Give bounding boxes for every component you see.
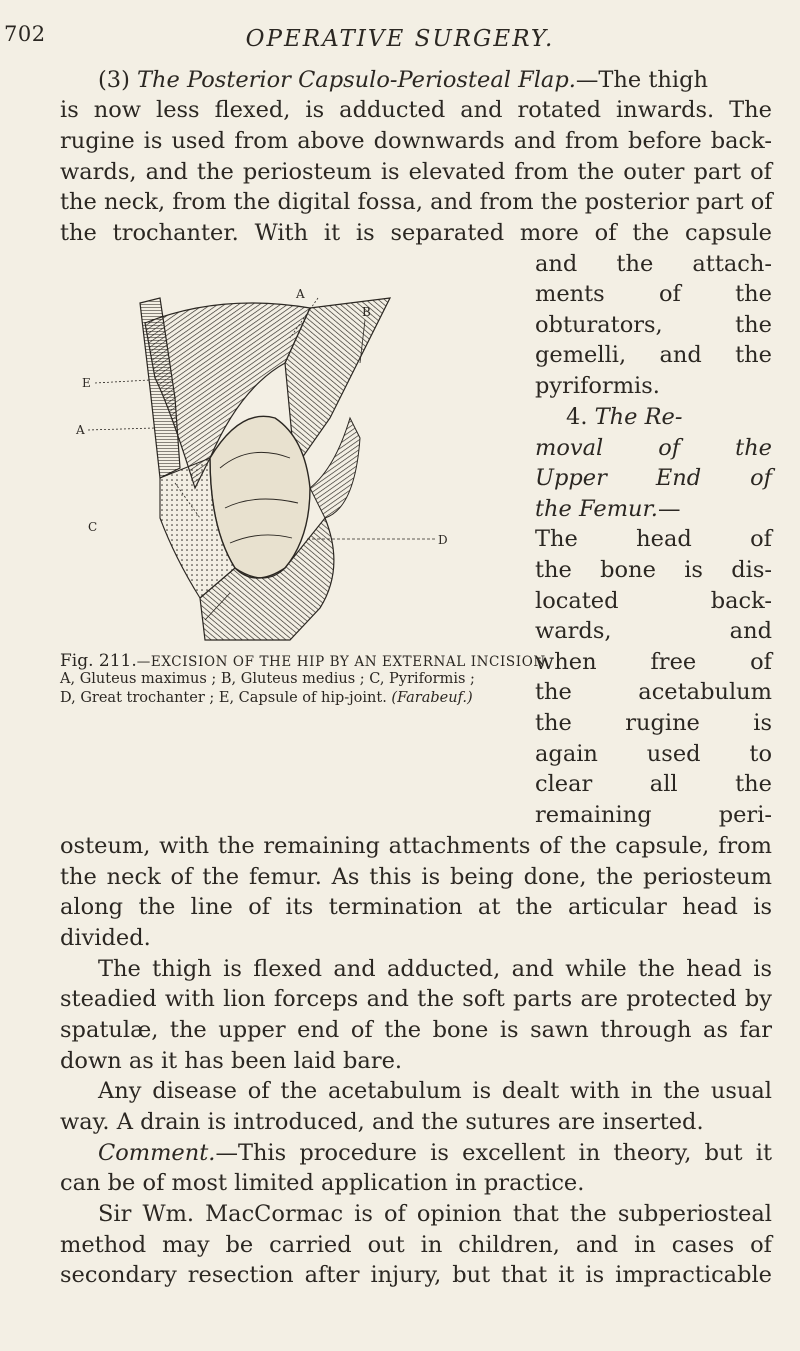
label-e: E [82,376,91,390]
figure-caption-legend-text: D, Great trochanter ; E, Capsule of hip-joint. [60,690,387,706]
section-3-text-line: wards, and the periosteum is elevated from the outer part of [60,159,772,185]
figure-credit: (Farabeuf.) [391,690,473,706]
section-4-heading-end [535,496,772,522]
label-d: D [438,533,448,547]
comment-label: Comment. [98,1140,216,1166]
label-b: B [362,305,371,319]
column-text-line: remaining peri- [535,802,772,828]
body-text-line: divided. [60,925,151,951]
hip-excision-illustration [60,268,530,648]
label-a-top: A [296,287,305,301]
body-text-line: osteum, with the remaining attachments of the capsule, from [60,833,772,859]
figure-caption-legend-2 [60,690,530,706]
body-text-line: along the line of its termination at the articular head is [60,894,772,920]
section-3-text-line: the trochanter. With it is separated more of the capsule [60,220,772,246]
body-text-line: way. A drain is introduced, and the sutures are inserted. [60,1109,704,1135]
body-text-line: down as it has been laid bare. [60,1048,403,1074]
section-3-heading-line [60,67,772,93]
section-4-title-part: The Re- [594,404,683,430]
body-text-line: method may be carried out in children, and in cases of [60,1232,772,1258]
column-text-line: gemelli, and the [535,342,772,368]
comment-line [60,1140,772,1166]
column-text-line: pyriformis. [535,373,660,399]
column-text-line: ments of the [535,281,772,307]
body-text-line: Sir Wm. MacCormac is of opinion that the subperiosteal [98,1201,772,1227]
page-header [0,14,800,54]
column-text-line: the acetabulum [535,679,772,705]
column-text-line: wards, and [535,618,772,644]
body-text-line: steadied with lion forceps and the soft parts are protected by [60,986,772,1012]
page-number: 702 [4,22,46,46]
section-4-number: 4. [566,404,588,430]
section-3-number: (3) [98,67,130,93]
column-text-line: clear all the [535,771,772,797]
running-title: OPERATIVE SURGERY. [245,26,555,52]
section-4-title-part: moval of the [535,435,772,461]
column-text-line: when free of [535,649,772,675]
label-c: C [88,520,98,534]
body-text-line: The thigh is flexed and adducted, and while the head is [98,956,772,982]
section-4-heading-line [535,404,772,430]
section-3-title: The Posterior Capsulo-Periosteal Flap. [137,67,576,93]
section-4-title-part: Upper End of [535,465,772,491]
figure-caption-legend-1: A, Gluteus maximus ; B, Gluteus medius ; C, Pyriformis ; [60,671,475,687]
column-text-line: the rugine is [535,710,772,736]
figure-211 [60,268,530,648]
section-4-title-part: the Femur. [535,496,658,522]
section-3-text-line: —The thigh [575,67,708,93]
column-text-line: obturators, the [535,312,772,338]
label-a-left: A [76,423,85,437]
column-text-line: and the attach- [535,251,772,277]
body-text-line: can be of most limited application in practice. [60,1170,585,1196]
comment-text: —This procedure is excellent in theory, but it [215,1140,772,1166]
figure-caption-heading: —EXCISION OF THE HIP BY AN EXTERNAL INCISION. [136,654,550,670]
section-4-dash: — [657,496,681,522]
body-text-line: Any disease of the acetabulum is dealt with in the usual [98,1078,772,1104]
body-text-line: spatulæ, the upper end of the bone is sawn through as far [60,1017,772,1043]
section-3-text-line: is now less flexed, is adducted and rotated inwards. The [60,97,772,123]
figure-number: Fig. 211. [60,651,137,671]
section-3-text-line: the neck, from the digital fossa, and from the posterior part of [60,189,773,215]
section-3-text-line: rugine is used from above downwards and from before back- [60,128,772,154]
body-text-line: secondary resection after injury, but that it is impracticable [60,1262,772,1288]
column-text-line: The head of [535,526,772,552]
body-text-line: the neck of the femur. As this is being done, the periosteum [60,864,772,890]
figure-caption-title [60,651,550,671]
column-text-line: again used to [535,741,772,767]
column-text-line: located back- [535,588,772,614]
column-text-line: the bone is dis- [535,557,772,583]
